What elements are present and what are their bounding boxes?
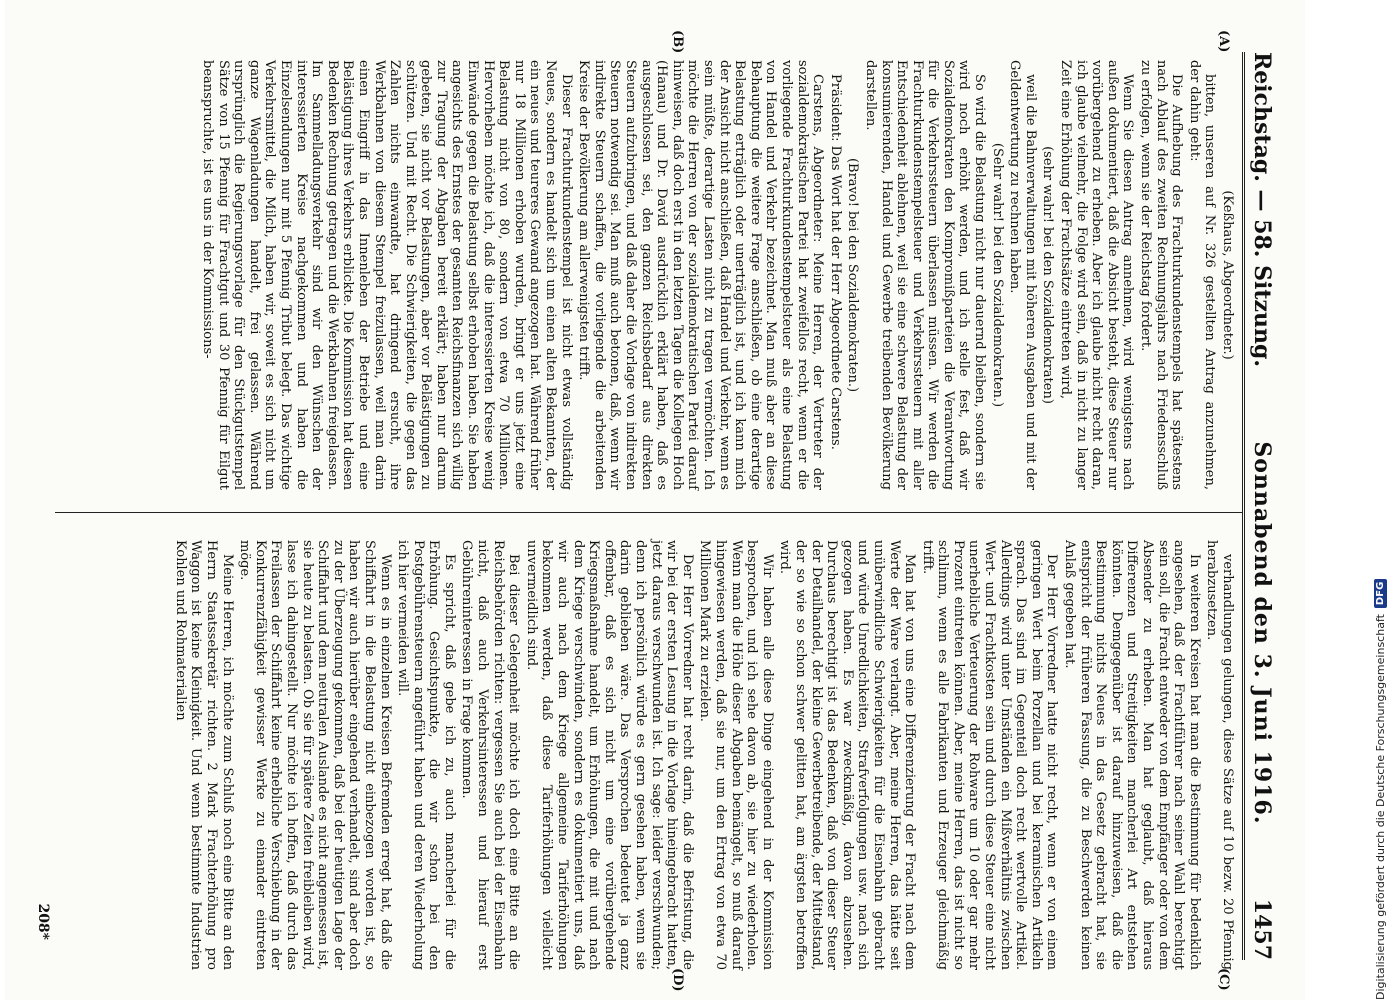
paragraph: Dieser Frachturkundenstempel ist nicht etwas vollständig Neues, sondern es handelt sich um einen alten Bekannten, der ein neues und teureres Gewand angezogen hat. Während früher nur 18 Millionen erhoben wurden, bringt er uns jetzt eine Belastung nicht von 80, sondern von etwa 70 Millionen. Hervorheben möchte ich, daß die interessierten Kreise wenig Einwände gegen die Belastung selbst erhoben haben. Sie haben angesichts des Ernstes der gesamten Reichsfinanzen sich willig zur Tragung der Abgaben bereit erklärt; haben nur darum gebeten, sie nicht vor Belastungen, aber vor Belästigungen zu schützen. Und mit Recht. Die Schwierigkeiten, die gegen das Zahlen nichts einwandte, hat dringend ersucht, ihre Werkbahnen von diesem Stempel freizulassen, weil man darin einen Eingriff in das Innenleben der Betriebe und eine Belästigung ihres Verkehrs erblickte. Die Kommission hat diesen Bedenken Rechnung getragen und die Werkbahnen freigelassen. Im Sammelladungsverkehr sind wir den Wünschen der interessierten Kreise nachgekommen und haben die Einzelsendungen nur mit 5 Pfennig Tribut belegt. Das wichtige Verkehrsmittel, die Milch, haben wir, soweit es sich nicht um ganze Wagenladungen handelt, frei gelassen. Während ursprünglich die Regierungsvorlage für den Stückgutstempel Sätze von 15 Pfennig für Frachtgut und 30 Pfennig für Eilgut beanspruchte, ist es uns in der Kommissions- bbox=[200, 60, 574, 490]
paragraph: Wenn es in einzelnen Kreisen Befremden erregt hat, daß die Schiffahrt in die Belastung nicht einbezogen worden ist, so haben wir auch hierüber eingehend verhandelt, sind aber doch zu der Überzeugung gekommen, daß bei der heutigen Lage der Schiffahrt und dem neutralen Auslande es nicht angemessen ist, sie heute zu belasten. Ob sie für spätere Zeiten freibleiben wird, lasse ich dahingestellt. Nur möchte ich hoffen, daß durch das Freilassen der Schiffahrt keine erhebliche Verschiebung in der Konkurrenzfähigkeit gewisser Werke zu einander eintreten möge. bbox=[237, 540, 393, 970]
right-column bbox=[170, 540, 1235, 970]
paragraph: Bei dieser Gelegenheit möchte ich doch eine Bitte an die Reichsbehörden richten: vergessen Sie auch bei der Eisenbahn nicht, daß auch Verkehrsinteressen und hierauf erst Gebühreninteressen in Frage kommen. bbox=[459, 540, 522, 970]
dfg-logo: DFG bbox=[1374, 579, 1387, 608]
paragraph: Der Herr Vorredner hat recht darin, daß die Befristung, die wir bei der ersten Lesung in die Vorlage hineingebracht hatten, jetzt daraus verschwunden ist. Ich sage: leider verschwunden; denn ich persönlich würde es gern gesehen haben, wenn sie darin geblieben wäre. Das Versprochen bedeutet ja ganz offenbar, daß es sich nicht um eine vorübergehende Kriegsmaßnahme handelt, um Erhöhungen, die mit und nach dem Kriege verschwinden, sondern es dokumentiert uns, daß wir auch nach dem Kriege allgemeine Tariferhöhungen bekommen werden, daß diese Tariferhöhungen vielleicht unvermeidlich sind. bbox=[523, 540, 695, 970]
header-left: Reichstag. — 58. Sitzung. bbox=[1249, 52, 1275, 368]
paragraph: weil die Bahnverwaltungen mit höheren Ausgaben und mit der Geldentwertung zu rechnen haben. bbox=[1007, 60, 1038, 490]
paragraph: Man hat von uns eine Differenzierung der Fracht nach dem Werte der Ware verlangt. Aber, meine Herren, das hätte seit unüberwindliche Schwierigkeiten für die Eisenbahn gebracht und würde Unredlichkeiten, Strafverfolgungen usw. nach sich gezogen haben. Es war zweckmäßig, davon abzusehen. Durchaus berechtigt ist das Bedenken, daß von dieser Steuer der Detailhandel, der kleine Gewerbetreibende, der Mittelstand, der so wie so schon schwer gelitten hat, am ärgsten betroffen wird. bbox=[777, 540, 918, 970]
left-column bbox=[197, 60, 1235, 490]
paragraph: (Keßhaus, Abgeordneter.) bbox=[1220, 190, 1235, 360]
column-divider bbox=[55, 512, 1243, 513]
paragraph: In weiteren Kreisen hat man die Bestimmung für bedenklich angesehen, daß der Frachtführer nach seiner Wahl berechtigt sein soll, die Fracht entweder von dem Empfänger oder von dem Absender zu erheben. Man hat geglaubt, daß hieraus Differenzen und Streitigkeiten mancherlei Art entstehen könnten. Demgegenüber ist darauf hinzuweisen, daß die Bestimmung nichts Neues in das Gesetz gebracht hat, sie entspricht der früheren Fassung, die zu Beschwerden keinen Anlaß gegeben hat. bbox=[1062, 540, 1202, 970]
signature-mark: 208* bbox=[35, 903, 51, 940]
page-number: 1457 bbox=[1249, 898, 1275, 960]
paragraph: (sehr wahr! bei den Sozialdemokraten) bbox=[1040, 146, 1056, 404]
paragraph: Meine Herren, ich möchte zum Schluß noch eine Bitte an den Herrn Staatssekretär richten. 2 Mark Frachterhöhung pro Waggon ist keine Kleinigkeit. Und wenn bestimmte Industrien Kohlen und Rohmaterialien bbox=[172, 540, 235, 970]
paragraph: (Bravo! bei den Sozialdemokraten.) bbox=[845, 157, 861, 393]
page-header bbox=[1242, 52, 1287, 960]
margin-marker-d: (D) bbox=[670, 968, 685, 992]
paragraph: Es spricht, daß gebe ich zu, auch mancherlei für die Erhöhung. Gesichtspunkte, die wir schon bei den Postgebührensteuern angeführt haben und deren Wiederholung ich hier vermeiden will. bbox=[395, 540, 457, 970]
margin-marker-c: (C) bbox=[1216, 968, 1231, 991]
paragraph: verhandlungen gelungen, diese Sätze auf 10 bezw. 20 Pfennig herabzusetzen. bbox=[1204, 540, 1235, 970]
margin-marker-b: (B) bbox=[670, 30, 685, 54]
paragraph: So wird die Belastung nicht nur dauernd bleiben, sondern sie wird noch erhöht werden, und ich stelle fest, daß wir Sozialdemokraten den Kompromißparteien die Verantwortung für die Verkehrssteuern überlassen müssen. Wir werden die Frachturkundenstempelsteuer und Verkehrssteuern mit aller Entschiedenheit ablehnen, weil sie eine schwere Belastung der konsumierenden, Handel und Gewerbe treibenden Bevölkerung darstellen. bbox=[862, 60, 988, 490]
document-page bbox=[5, 0, 1305, 1000]
paragraph: Der Herr Vorredner hatte nicht recht, wenn er von einem geringen Wert beim Porzellan und bei keramischen Artikeln sprach. Das sind im Gegenteil doch recht wertvolle Artikel. Allerdings wird unter Umständen ein Mißverhältnis zwischen Wert- und Frachtkosten sein und durch diese Steuer eine nicht unerhebliche Verteuerung der Rohware um 10 oder gar mehr Prozent eintreten können. Aber, meine Herren, das ist nicht so schlimm, wenn es alle Fabrikanten und Erzeuger gleichmäßig trifft. bbox=[919, 540, 1060, 970]
digitization-sidebar bbox=[1330, 0, 1387, 1000]
sidebar-credit-text: Digitalisierung gefördert durch die Deutsche Forschungsgemeinschaft bbox=[1373, 614, 1387, 1000]
header-center: Sonnabend den 3. Juni 1916. bbox=[1249, 441, 1275, 825]
margin-marker-a: (A) bbox=[1216, 30, 1231, 53]
paragraph: Carstens, Abgeordneter: Meine Herren, der Vertreter der sozialdemokratischen Partei hat zweifellos recht, wenn er die vorliegende Frachturkundenstempelsteuer als eine Belastung von Handel und Verkehr bezeichnet. Man muß aber an diese Behauptung die weitere Frage anschließen, ob eine derartige Belastung erträglich oder unerträglich ist, und ich kann mich der Ansicht nicht anschließen, daß Handel und Verkehr, wenn es sein müßte, derartige Lasten nicht zu tragen vermöchten. Ich möchte die Herren von der sozialdemokratischen Partei darauf hinweisen, daß doch erst in den letzten Tagen die Kollegen Hoch (Hanau) und Dr. David ausdrücklich erklärt haben, daß es ausgeschlossen sei, den ganzen Reichsbedarf aus direkten Steuern aufzubringen, und daß daher die Vorlage von indirekten Steuern notwendig sei. Man muß auch betonen, daß, wenn wir indirekte Steuern schaffen, die vorliegende die arbeitenden Kreise der Bevölkerung am allerwenigsten trifft. bbox=[576, 60, 826, 490]
paragraph: bitten, unseren auf Nr. 326 gestellten Antrag anzunehmen, der dahin geht: bbox=[1186, 60, 1218, 490]
paragraph: Präsident: Das Wort hat der Herr Abgeordnete Carstens. bbox=[827, 74, 843, 450]
paragraph: Wir haben alle diese Dinge eingehend in der Kommission besprochen, und ich sehe davon ab, sie hier zu wiederholen. Wenn man die Höhe dieser Abgaben bemängelt, so muß darauf hingewiesen werden, daß sie nur, um den Ertrag von etwa 70 Millionen Mark zu erzielen. bbox=[697, 540, 775, 970]
paragraph: (Sehr wahr! bei den Sozialdemokraten.) bbox=[989, 142, 1005, 408]
paragraph: Die Aufhebung des Frachturkundenstempels hat spätestens nach Ablauf des zweiten Rechnungsjahrs nach Friedensschluß zu erfolgen, wenn sie der Reichstag fordert. bbox=[1138, 60, 1185, 490]
paragraph: Wenn Sie diesen Antrag annehmen, wird wenigstens nach außen dokumentiert, daß die Absicht besteht, diese Steuer nur vorübergehend zu erheben. Aber ich glaube nicht recht daran, ich glaube vielmehr, die Folge wird sein, daß in nicht zu langer Zeit eine Erhöhung der Frachtsätze eintreten wird, bbox=[1058, 60, 1136, 490]
